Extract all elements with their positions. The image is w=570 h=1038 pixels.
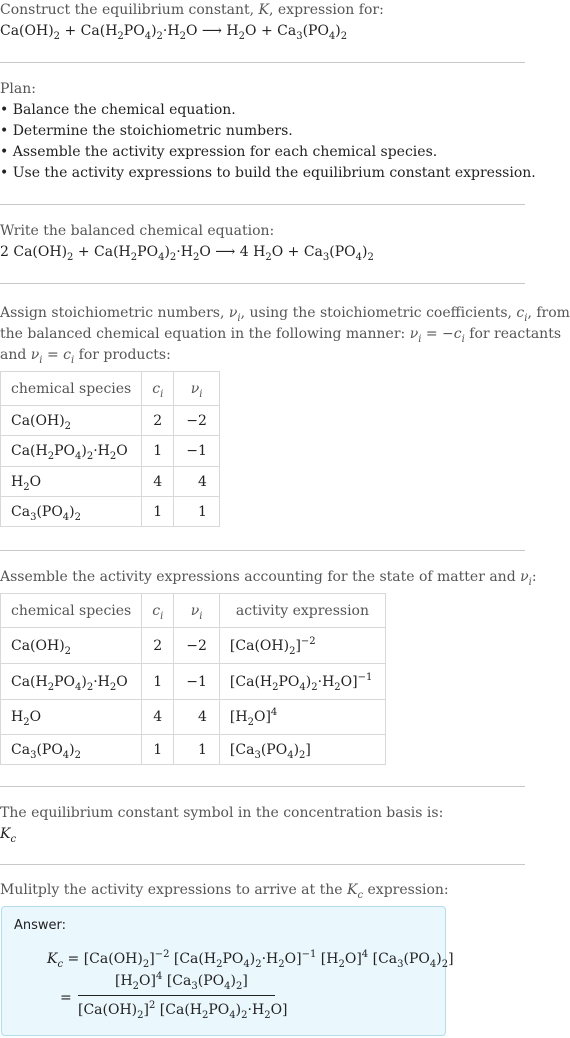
nu-cell: −1: [174, 664, 220, 700]
species-cell: $Ca_3(PO_4)_2$: [1, 497, 142, 527]
activity-cell: $[H_2O]^4$: [219, 700, 385, 735]
c-cell: 2: [142, 628, 174, 664]
divider: [0, 283, 525, 284]
table-row: [1, 436, 220, 467]
table-row: [1, 467, 220, 497]
c-cell: 1: [142, 664, 174, 700]
c-cell: 1: [142, 735, 174, 765]
fraction-denominator: $[Ca(OH)_2]^2$ $[Ca(H_2PO_4)_2\cdot H_2O]$: [78, 1000, 288, 1021]
table-row: [1, 406, 220, 436]
c-cell: 2: [142, 406, 174, 436]
species-cell: $Ca(H_2PO_4)_2\cdot H_2O$: [1, 664, 142, 700]
header-nu: $\nu_i$: [174, 594, 220, 628]
reaction-equation: $Ca(OH)_2 + Ca(H_2PO_4)_2\cdot H_2O$ ⟶ $H_2O + Ca_3(PO_4)_2$: [0, 23, 348, 42]
divider: [0, 204, 525, 205]
table-row: [1, 497, 220, 527]
answer-label: Answer:: [14, 918, 67, 933]
activity-section: [0, 567, 537, 588]
plan-section: [0, 79, 536, 184]
plan-item: • Determine the stoichiometric numbers.: [0, 123, 293, 139]
multiply-text: Mulitply the activity expressions to arrive at the $K_c$ expression:: [0, 882, 449, 901]
table-row: [1, 700, 386, 735]
multiply-section: [0, 880, 525, 901]
symbol-value: $K_c$: [0, 826, 17, 845]
plan-heading: Plan:: [0, 81, 36, 97]
species-cell: $Ca(OH)_2$: [1, 628, 142, 664]
species-cell: $Ca(H_2PO_4)_2\cdot H_2O$: [1, 436, 142, 467]
activity-cell: $[Ca_3(PO_4)_2]$: [219, 735, 385, 765]
stoich-section: [0, 303, 570, 366]
nu-cell: −2: [174, 628, 220, 664]
balanced-heading: Write the balanced chemical equation:: [0, 223, 275, 239]
header-species: chemical species: [1, 594, 142, 628]
c-cell: 1: [142, 436, 174, 467]
activity-cell: $[Ca(H_2PO_4)_2\cdot H_2O]^{-1}$: [219, 664, 385, 700]
c-cell: 4: [142, 467, 174, 497]
stoich-text: and $\nu_i = c_i$ for products:: [0, 347, 171, 366]
nu-cell: −1: [174, 436, 220, 467]
nu-cell: 1: [174, 497, 220, 527]
fraction-numerator: $[H_2O]^4$ $[Ca_3(PO_4)_2]$: [115, 971, 248, 992]
header-c: $c_i$: [142, 594, 174, 628]
fraction-bar: [78, 995, 275, 996]
nu-cell: 4: [174, 700, 220, 735]
table-row: [1, 628, 386, 664]
plan-item: • Assemble the activity expression for each chemical species.: [0, 144, 438, 160]
divider: [0, 550, 525, 551]
divider: [0, 864, 525, 865]
kc-expression-line1: $K_c = [Ca(OH)_2]^{-2}$ $[Ca(H_2PO_4)_2\cdot H_2O]^{-1}$ $[H_2O]^4$ $[Ca_3(PO_4)_2]$: [47, 949, 454, 970]
stoich-text: Assign stoichiometric numbers, $\nu_i$, using the stoichiometric coefficients, $c_i$, from: [0, 305, 570, 324]
symbol-section: [0, 803, 525, 845]
divider: [0, 786, 525, 787]
species-cell: $H_2O$: [1, 700, 142, 735]
header-c: $c_i$: [142, 372, 174, 406]
symbol-text: The equilibrium constant symbol in the concentration basis is:: [0, 805, 444, 821]
stoich-text: the balanced chemical equation in the following manner: $\nu_i = -c_i$ for reactants: [0, 326, 562, 345]
c-cell: 4: [142, 700, 174, 735]
header-activity: activity expression: [219, 594, 385, 628]
species-cell: $H_2O$: [1, 467, 142, 497]
plan-item: • Balance the chemical equation.: [0, 102, 236, 118]
table-row: [1, 664, 386, 700]
balanced-section: [0, 221, 525, 263]
nu-cell: 1: [174, 735, 220, 765]
header-nu: $\nu_i$: [174, 372, 220, 406]
intro-section: [0, 0, 525, 42]
equals-sign: =: [60, 990, 72, 1006]
header-species: chemical species: [1, 372, 142, 406]
intro-text: Construct the equilibrium constant, K, expression for:: [0, 2, 384, 18]
stoich-table: [0, 371, 220, 527]
activity-text: Assemble the activity expressions accounting for the state of matter and $\nu_i$:: [0, 569, 537, 588]
species-cell: $Ca(OH)_2$: [1, 406, 142, 436]
plan-item: • Use the activity expressions to build the equilibrium constant expression.: [0, 165, 536, 181]
balanced-equation: 2 $Ca(OH)_2 + Ca(H_2PO_4)_2\cdot H_2O$ ⟶ 4 $H_2O + Ca_3(PO_4)_2$: [0, 244, 374, 263]
activity-cell: $[Ca(OH)_2]^{-2}$: [219, 628, 385, 664]
nu-cell: −2: [174, 406, 220, 436]
species-cell: $Ca_3(PO_4)_2$: [1, 735, 142, 765]
activity-table: [0, 593, 386, 765]
table-row: [1, 735, 386, 765]
answer-box: [1, 906, 454, 1036]
nu-cell: 4: [174, 467, 220, 497]
divider: [0, 62, 525, 63]
c-cell: 1: [142, 497, 174, 527]
